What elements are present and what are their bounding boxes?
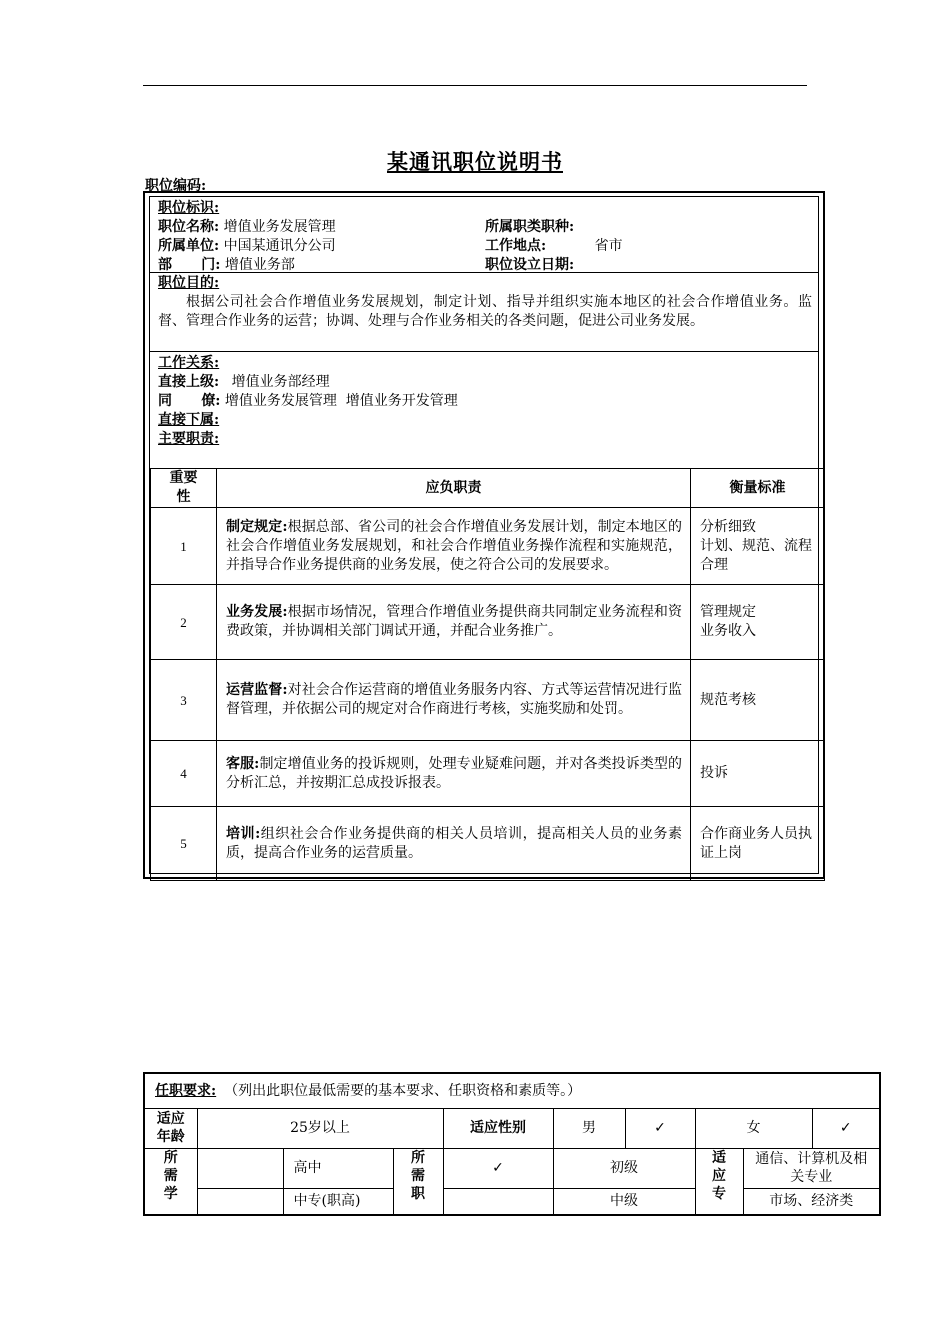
row-number: 2	[151, 585, 217, 660]
edu-level-2: 中专(职高)	[283, 1188, 393, 1215]
duty-cell	[217, 741, 691, 807]
duty-text: 根据市场情况，管理合作增值业务提供商共同制定业务流程和资费政策，并协调相关部门调试开通，并配合业务推广。	[226, 604, 683, 639]
row-number: 5	[151, 807, 217, 881]
table-row	[151, 585, 825, 660]
standard-cell: 分析细致 计划、规范、流程合理	[691, 508, 825, 585]
table-row	[151, 741, 825, 807]
table-row	[151, 508, 825, 585]
unit-row	[158, 237, 336, 256]
duty-cell	[217, 660, 691, 741]
requirements-note: （列出此职位最低需要的基本要求、任职资格和素质等。）	[224, 1082, 582, 1099]
row-number: 4	[151, 741, 217, 807]
job-description-box	[143, 191, 825, 879]
duty-header: 应负职责	[217, 469, 691, 508]
dept-label: 部 门:	[158, 257, 221, 273]
standard-cell: 合作商业务人员执证上岗	[691, 807, 825, 881]
row-number: 1	[151, 508, 217, 585]
ident-header: 职位标识:	[158, 200, 220, 216]
title-label: 所需职	[393, 1148, 443, 1215]
duty-cell	[217, 508, 691, 585]
standard-cell: 投诉	[691, 741, 825, 807]
duty-text: 根据总部、省公司的社会合作增值业务发展计划，制定本地区的社会合作增值业务发展规划，和社会合作增值业务操作流程和实施规范，并指导合作业务提供商的业务发展，使之符合公司的发展要求。	[226, 518, 683, 573]
duty-title: 制定规定:	[226, 518, 288, 535]
unit-value: 中国某通讯分公司	[223, 238, 336, 254]
position-name-label: 职位名称:	[158, 219, 220, 235]
major-2: 市场、经济类	[743, 1188, 880, 1215]
peer-label: 同 僚:	[158, 393, 221, 409]
duty-text: 组织社会合作业务提供商的相关人员培训，提高相关人员的业务素质，提高合作业务的运营质量。	[226, 825, 683, 861]
peer-row	[158, 392, 458, 411]
position-code-label: 职位编码:	[145, 178, 207, 194]
position-name-value: 增值业务发展管理	[223, 219, 336, 235]
age-gender-row	[144, 1108, 880, 1148]
standard-header: 衡量标准	[691, 469, 825, 508]
edu-empty-cell	[197, 1148, 283, 1188]
duty-text: 制定增值业务的投诉规则，处理专业疑难问题，并对各类投诉类型的分析汇总，并按期汇总成投诉报表。	[226, 755, 683, 791]
ident-section	[150, 197, 818, 273]
title-check-icon: ✓	[443, 1148, 553, 1188]
superior-row	[158, 373, 330, 392]
position-name-row	[158, 218, 336, 237]
male-check-icon: ✓	[625, 1108, 695, 1148]
gender-label: 适应性别	[443, 1108, 553, 1148]
importance-header: 重要性	[151, 469, 217, 508]
female-check-icon: ✓	[812, 1108, 880, 1148]
superior-value: 增值业务部经理	[231, 374, 330, 390]
standard-cell: 管理规定 业务收入	[691, 585, 825, 660]
category-label: 所属职类职种:	[485, 219, 575, 235]
duty-title: 客服:	[226, 755, 260, 772]
purpose-header: 职位目的:	[158, 275, 220, 291]
dept-value: 增值业务部	[224, 257, 295, 273]
main-duties-label: 主要职责:	[158, 431, 220, 447]
duty-text: 对社会合作运营商的增值业务服务内容、方式等运营情况进行监督管理，并依据公司的规定对合作商进行考核，实施奖励和处罚。	[226, 682, 683, 717]
row-number: 3	[151, 660, 217, 741]
duty-cell	[217, 585, 691, 660]
requirements-header-row	[144, 1073, 880, 1108]
title-empty-cell	[443, 1188, 553, 1215]
male-label: 男	[553, 1108, 625, 1148]
standard-cell: 规范考核	[691, 660, 825, 741]
job-description-inner	[149, 196, 819, 874]
purpose-text: 根据公司社会合作增值业务发展规划，制定计划、指导并组织实施本地区的社会合作增值业务。监督、管理合作业务的运营；协调、处理与合作业务相关的各类问题，促进公司业务发展。	[158, 294, 812, 329]
duty-title: 培训:	[226, 825, 261, 842]
requirements-header	[144, 1073, 880, 1108]
duty-title: 运营监督:	[226, 682, 288, 698]
relations-header: 工作关系:	[158, 355, 220, 371]
title-level-2: 中级	[553, 1188, 695, 1215]
workplace-label: 工作地点:	[485, 238, 547, 254]
duty-table-header	[151, 469, 825, 508]
edu-row-2	[144, 1188, 880, 1215]
relations-section	[150, 352, 818, 468]
requirements-label: 任职要求:	[155, 1082, 217, 1099]
document-title: 某通讯职位说明书	[387, 149, 563, 174]
peer-value: 增值业务发展管理 增值业务开发管理	[224, 393, 458, 409]
edu-row-1	[144, 1148, 880, 1188]
workplace-value: 省市	[594, 238, 623, 254]
female-label: 女	[695, 1108, 812, 1148]
table-row	[151, 807, 825, 881]
major-1: 通信、计算机及相关专业	[743, 1148, 880, 1188]
subordinate-label: 直接下属:	[158, 412, 220, 428]
duty-table	[150, 468, 825, 881]
workplace-row	[485, 237, 623, 256]
requirements-table	[143, 1072, 881, 1216]
edu-level-1: 高中	[283, 1148, 393, 1188]
duty-cell	[217, 807, 691, 881]
edu-empty-cell	[197, 1188, 283, 1215]
header-rule	[143, 85, 807, 86]
setup-date-label: 职位设立日期:	[485, 257, 575, 273]
title-level-1: 初级	[553, 1148, 695, 1188]
age-value: 25岁以上	[197, 1108, 443, 1148]
age-label: 适应年龄	[144, 1108, 197, 1148]
purpose-section	[150, 273, 818, 352]
major-label: 适应专	[695, 1148, 743, 1215]
duty-title: 业务发展:	[226, 604, 288, 620]
superior-label: 直接上级:	[158, 374, 220, 390]
unit-label: 所属单位:	[158, 238, 220, 254]
education-label: 所需学	[144, 1148, 197, 1215]
table-row	[151, 660, 825, 741]
